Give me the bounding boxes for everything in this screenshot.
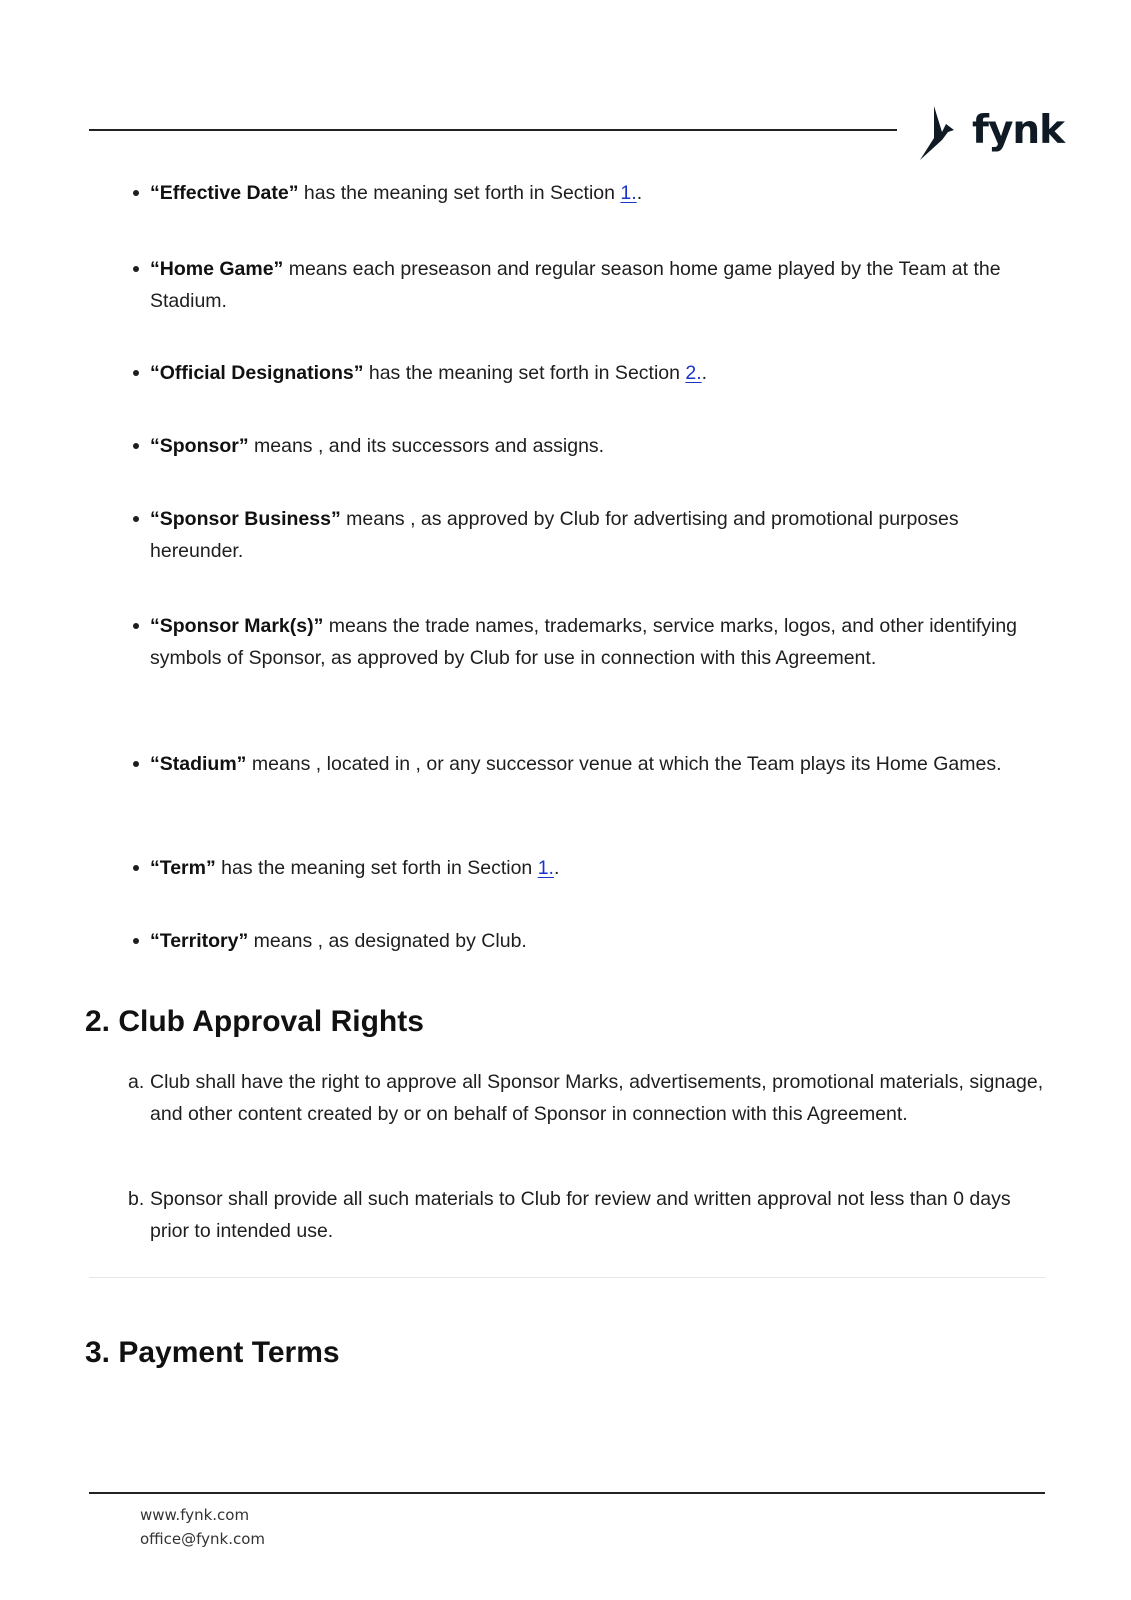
approval-text: Club shall have the right to approve all Sponsor Marks, advertisements, promotional materials, signage, and other content created by or on behalf of Sponsor in connection with this Agreement. (150, 1071, 1044, 1125)
footer-email[interactable]: office@fynk.com (140, 1530, 266, 1548)
header-rule (89, 129, 897, 131)
definition-text: has the meaning set forth in Section (215, 857, 538, 879)
definition-text: has the meaning set forth in Section (363, 362, 686, 384)
definition-text-end: . (553, 857, 560, 879)
definition-text-end: . (701, 362, 708, 384)
definition-term: “Official Designations” (150, 362, 364, 384)
list-marker: b. (128, 1188, 145, 1210)
section-link[interactable]: 2. (685, 362, 702, 384)
approval-text: Sponsor shall provide all such materials to Club for review and written approval not less than 0 days prior to intended use. (150, 1188, 1011, 1242)
definition-item (150, 503, 1045, 567)
definition-term: “Sponsor Mark(s)” (150, 615, 324, 637)
logo-wordmark: fynk (972, 108, 1065, 153)
definition-item (150, 357, 1045, 389)
definition-text: means each preseason and regular season home game played by the Team at the Stadium. (150, 258, 1001, 312)
definition-item (150, 430, 1045, 462)
definition-text-end: . (636, 182, 643, 204)
bird-logo-icon (920, 106, 964, 160)
footer-website[interactable]: www.fynk.com (140, 1506, 250, 1524)
approval-item (128, 1183, 1045, 1247)
definition-term: “Sponsor” (150, 435, 249, 457)
definition-term: “Territory” (150, 930, 249, 952)
list-marker: a. (128, 1071, 145, 1093)
definition-term: “Term” (150, 857, 216, 879)
definition-text: means , as approved by Club for advertising and promotional purposes hereunder. (150, 508, 959, 562)
definition-text: means the trade names, trademarks, service marks, logos, and other identifying symbols of Sponsor, as approved by Club for use in connection with this Agreement. (150, 615, 1018, 669)
footer-rule (89, 1492, 1045, 1494)
definition-text: has the meaning set forth in Section (298, 182, 621, 204)
definition-text: means , located in , or any successor venue at which the Team plays its Home Games. (246, 753, 1002, 775)
definition-item (150, 925, 1045, 957)
definition-text: means , as designated by Club. (248, 930, 527, 952)
definition-item (150, 610, 1045, 674)
definition-term: “Sponsor Business” (150, 508, 341, 530)
definition-term: “Stadium” (150, 753, 247, 775)
definition-term: “Effective Date” (150, 182, 299, 204)
fynk-logo (920, 106, 1065, 160)
definition-text: means , and its successors and assigns. (248, 435, 605, 457)
definition-item (150, 177, 1045, 209)
section-2-heading: 2. Club Approval Rights (85, 1005, 424, 1038)
section-link[interactable]: 1. (620, 182, 637, 204)
section-link[interactable]: 1. (537, 857, 554, 879)
section-3-heading: 3. Payment Terms (85, 1336, 340, 1369)
definition-item (150, 852, 1045, 884)
definition-item (150, 253, 1045, 317)
section-divider (89, 1277, 1045, 1278)
definition-term: “Home Game” (150, 258, 284, 280)
approval-item (128, 1066, 1045, 1130)
definition-item (150, 748, 1045, 780)
